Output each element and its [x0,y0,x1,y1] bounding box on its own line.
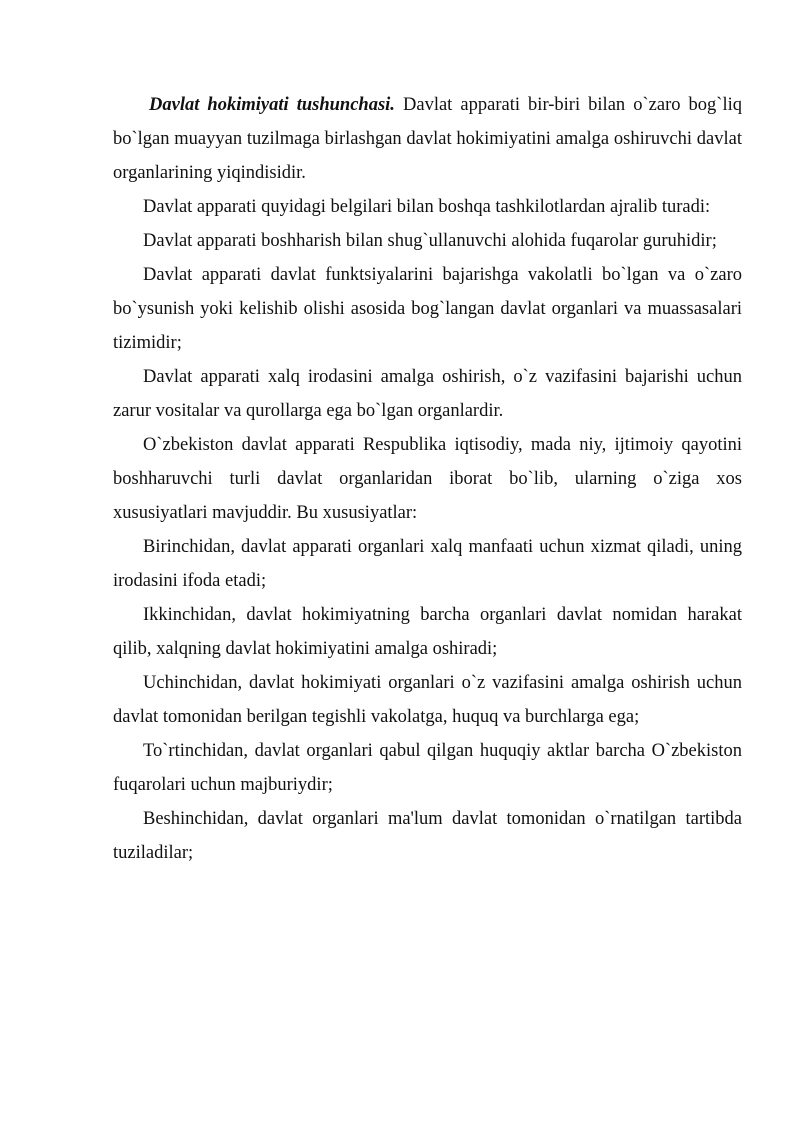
section-term: Davlat hokimiyati tushunchasi. [149,95,395,115]
paragraph-uzbekistan-apparatus: O`zbekiston davlat apparati Respublika iqtisodiy, mada niy, ijtimoiy qayotini boshharuvchi turli davlat organlaridan iborat bo`lib, ularning o`ziga xos xususiyatlari mavjuddir. Bu xususiyatlar: [113,435,742,523]
paragraph-text: Davlat apparati bir-biri bilan o`zaro bog`liq bo`lgan muayyan tuzilmaga birlashgan davlat hokimiyatini amalga oshiruvchi davlat organlarining yiqindisidir. [113,95,742,183]
paragraph-feature-group: Davlat apparati boshharish bilan shug`ullanuvchi alohida fuqarolar guruhidir; [143,231,717,251]
paragraph-feature-system: Davlat apparati davlat funktsiyalarini bajarishga vakolatli bo`lgan va o`zaro bo`ysunish yoki kelishib olishi asosida bog`langan davlat organlari va muassasalari tizimidir; [113,265,742,353]
paragraph-third: Uchinchidan, davlat hokimiyati organlari o`z vazifasini amalga oshirish uchun davlat tomonidan berilgan tegishli vakolatga, huquq va burchlarga ega; [113,673,742,727]
paragraph-fourth: To`rtinchidan, davlat organlari qabul qilgan huquqiy aktlar barcha O`zbekiston fuqarolari uchun majburiydir; [113,741,742,795]
paragraph-definition [113,88,742,190]
paragraph-fifth: Beshinchidan, davlat organlari ma'lum davlat tomonidan o`rnatilgan tartibda tuziladilar; [113,809,742,863]
paragraph-first: Birinchidan, davlat apparati organlari xalq manfaati uchun xizmat qiladi, uning irodasini ifoda etadi; [113,537,742,591]
document-page [113,88,742,870]
paragraph-feature-organs: Davlat apparati xalq irodasini amalga oshirish, o`z vazifasini bajarishi uchun zarur vositalar va qurollarga ega bo`lgan organlardir. [113,367,742,421]
paragraph-second: Ikkinchidan, davlat hokimiyatning barcha organlari davlat nomidan harakat qilib, xalqning davlat hokimiyatini amalga oshiradi; [113,605,742,659]
paragraph-features-intro: Davlat apparati quyidagi belgilari bilan boshqa tashkilotlardan ajralib turadi: [143,197,711,217]
